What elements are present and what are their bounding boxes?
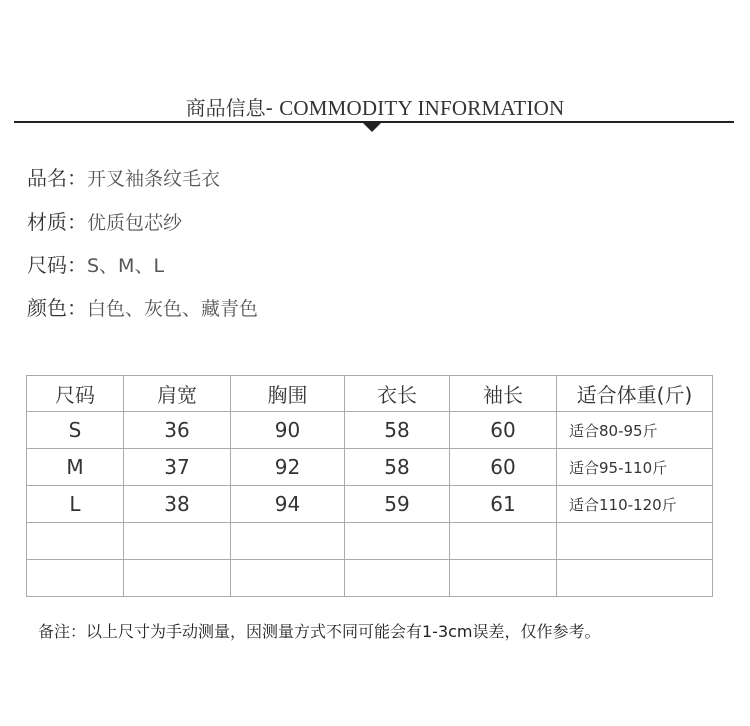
table-header-row	[27, 376, 713, 412]
table-cell: L	[27, 486, 124, 523]
table-cell-empty	[345, 523, 450, 560]
info-label: 颜色：	[27, 296, 87, 320]
table-cell: 适合110-120斤	[557, 486, 713, 523]
table-cell-empty	[450, 523, 557, 560]
table-row-empty	[27, 560, 713, 597]
header-cell-weight: 适合体重(斤)	[557, 376, 713, 412]
table-cell: 适合80-95斤	[557, 412, 713, 449]
table-cell: 38	[124, 486, 231, 523]
info-label: 尺码：	[27, 253, 87, 277]
table-cell-empty	[231, 523, 345, 560]
section-title-zh: 商品信息-	[185, 96, 273, 120]
table-row	[27, 412, 713, 449]
header-cell-chest: 胸围	[231, 376, 345, 412]
info-colors	[27, 292, 258, 321]
table-row	[27, 449, 713, 486]
table-cell: M	[27, 449, 124, 486]
table-cell-empty	[124, 523, 231, 560]
table-cell-empty	[557, 560, 713, 597]
table-cell: 90	[231, 412, 345, 449]
table-cell-empty	[450, 560, 557, 597]
table-cell: 适合95-110斤	[557, 449, 713, 486]
table-cell-empty	[27, 560, 124, 597]
header-cell-shoulder: 肩宽	[124, 376, 231, 412]
header-cell-length: 衣长	[345, 376, 450, 412]
footnote: 备注：以上尺寸为手动测量，因测量方式不同可能会有1-3cm误差，仅作参考。	[38, 622, 601, 641]
info-value: 白色、灰色、藏青色	[87, 298, 259, 320]
table-cell: 61	[450, 486, 557, 523]
table-cell-empty	[231, 560, 345, 597]
table-cell: 60	[450, 412, 557, 449]
table-cell: S	[27, 412, 124, 449]
table-cell: 60	[450, 449, 557, 486]
table-cell-empty	[124, 560, 231, 597]
table-cell-empty	[27, 523, 124, 560]
section-title-en: COMMODITY INFORMATION	[279, 96, 565, 120]
table-row-empty	[27, 523, 713, 560]
info-product-name	[27, 162, 220, 191]
table-cell-empty	[557, 523, 713, 560]
info-value: S、M、L	[87, 255, 165, 277]
table-cell-empty	[345, 560, 450, 597]
info-value: 开叉袖条纹毛衣	[87, 168, 221, 190]
table-row	[27, 486, 713, 523]
header-cell-size: 尺码	[27, 376, 124, 412]
table-cell: 58	[345, 412, 450, 449]
table-cell: 92	[231, 449, 345, 486]
header-cell-sleeve: 袖长	[450, 376, 557, 412]
info-label: 品名：	[27, 166, 87, 190]
info-sizes	[27, 249, 164, 278]
header-pointer-icon	[361, 121, 383, 132]
info-label: 材质：	[27, 210, 87, 234]
table-cell: 37	[124, 449, 231, 486]
table-cell: 59	[345, 486, 450, 523]
info-material	[27, 206, 182, 235]
table-cell: 94	[231, 486, 345, 523]
section-title	[0, 92, 750, 121]
table-cell: 58	[345, 449, 450, 486]
info-value: 优质包芯纱	[87, 212, 183, 234]
size-table	[26, 375, 713, 597]
table-cell: 36	[124, 412, 231, 449]
